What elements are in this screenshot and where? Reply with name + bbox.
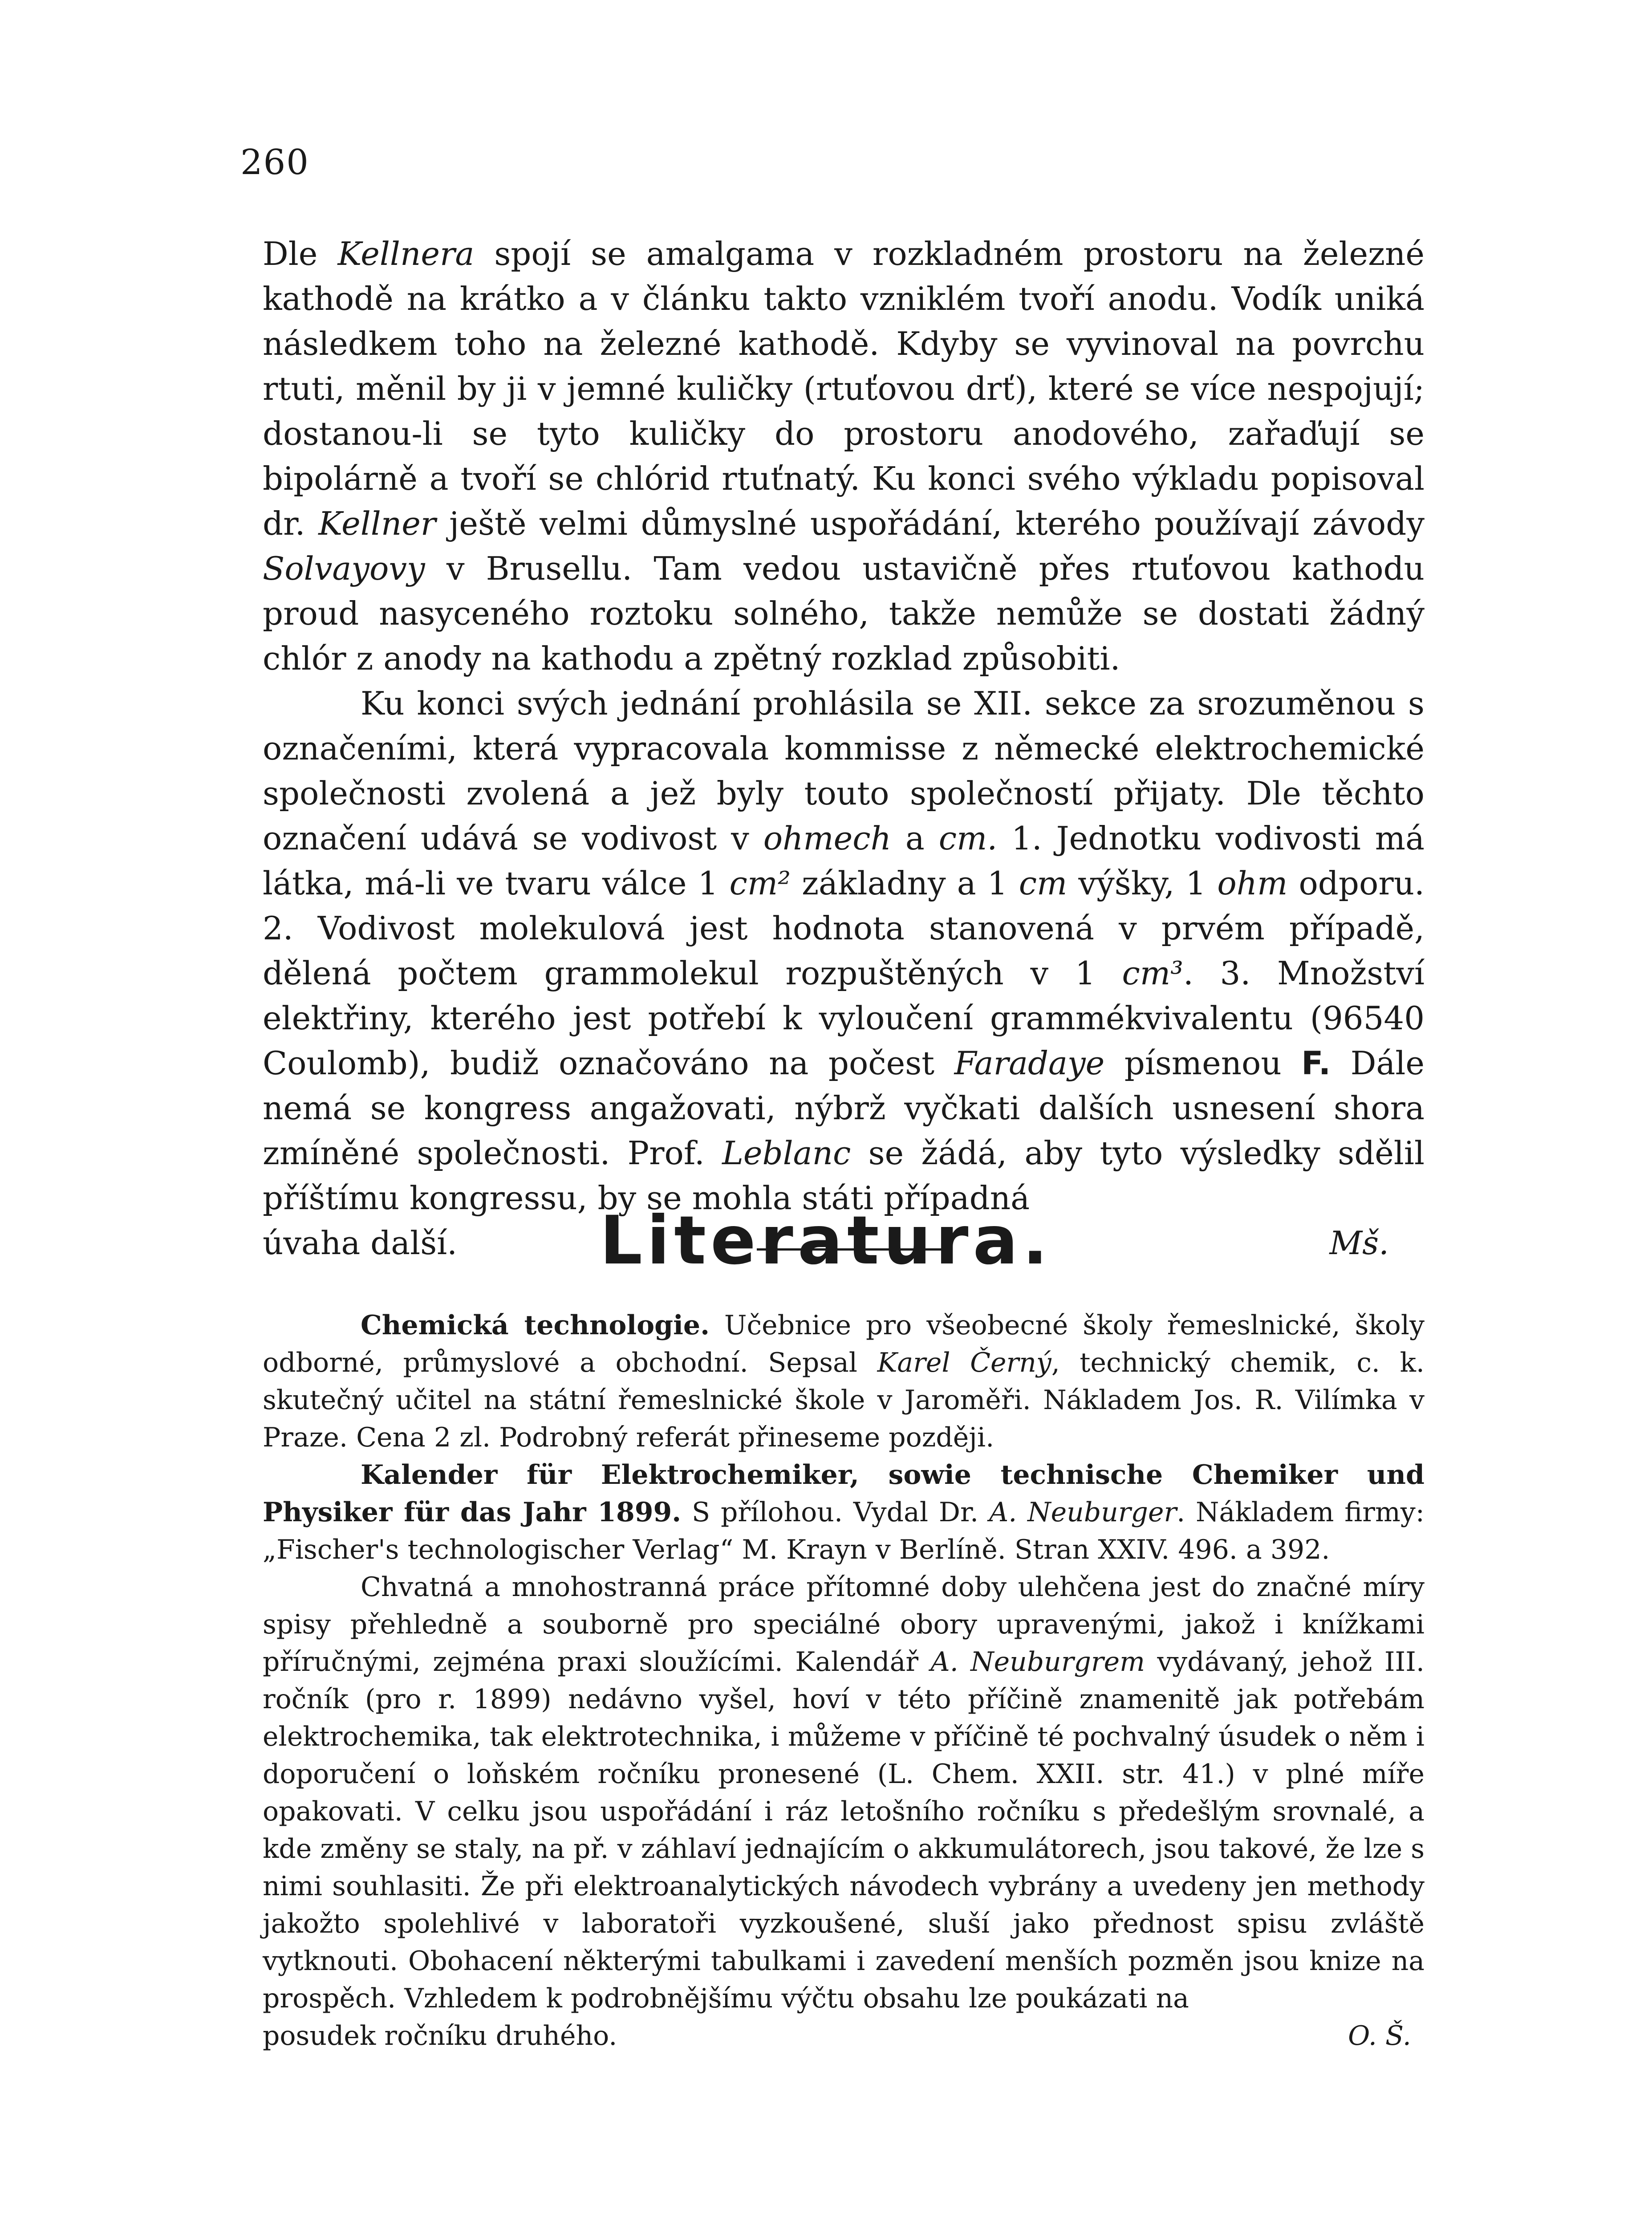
name-leblanc: Leblanc: [722, 1134, 851, 1172]
text-run: Ku konci svých jednání prohlásila se XII. sekce za srozuměnou s označeními, která vypracovala kommisse z německé elektrochemické společnosti zvolená a jež byly touto společností přijaty. Dle těchto označení udává se vodivost v: [263, 685, 1425, 857]
name-kellner: Kellner: [318, 505, 436, 542]
text-run: . 3. Množství elektřiny, kterého jest potřebí k vyloučení grammékvivalentu (96540 Coulomb), budiž označováno na počest: [263, 955, 1425, 1082]
unit-cm: cm: [1019, 865, 1068, 902]
text-run: výšky, 1: [1067, 865, 1218, 902]
text-run: , technický chemik, c. k. skutečný učitel na státní řemeslnické škole v Jaroměři. Nákladem Jos. R. Vilímka v Praze. Cena 2 zl. Podrobný referát přineseme později.: [263, 1347, 1425, 1453]
page-number: 260: [240, 142, 309, 183]
signature-row: [263, 2017, 1425, 2055]
unit-cm3: cm³: [1122, 955, 1183, 992]
literature-section: [263, 1307, 1425, 2055]
author-signature: Mš.: [1329, 1224, 1389, 1262]
closing-line: úvaha další.: [263, 1224, 458, 1262]
entry-editor: A. Neuburger: [989, 1497, 1177, 1528]
unit-ohm: ohm: [1217, 865, 1288, 902]
text-run: základny a 1: [790, 865, 1019, 902]
unit-cm: cm.: [938, 820, 998, 857]
literature-entry: [263, 1307, 1425, 1456]
text-run: Chvatná a mnohostranná práce přítomné doby ulehčena jest do značné míry spisy přehledně a souborně pro speciálné obory upravenými, jakož i knížkami příručnými, zejména praxi sloužícími. Kalendář: [263, 1572, 1425, 1678]
reviewer-signature: O. Š.: [1348, 2020, 1411, 2051]
entry-title: Chemická technologie.: [361, 1310, 710, 1341]
text-run: odporu. 2. Vodivost molekulová jest hodnota stanovená v prvém případě, dělená počtem grammolekul rozpuštěných v 1: [263, 865, 1425, 992]
article-body: [263, 232, 1425, 1266]
text-run: se žádá, aby tyto výsledky sdělil příštímu kongressu, by se mohla státi případná: [263, 1134, 1425, 1217]
text-run: písmenou: [1104, 1044, 1302, 1082]
text-run: Dále nemá se kongress angažovati, nýbrž vyčkati dalších usnesení shora zmíněné společnosti. Prof.: [263, 1044, 1425, 1172]
unit-cm2: cm²: [729, 865, 791, 902]
entry-title: Kalender für Elektrochemiker, sowie technische Chemiker und Physiker für das Jahr 1899.: [263, 1459, 1425, 1528]
text-run: Učebnice pro všeobecné školy řemeslnické, školy odborné, průmyslové a obchodní. Sepsal: [263, 1310, 1425, 1378]
letter-f: F.: [1301, 1044, 1331, 1082]
review-paragraph: [263, 1568, 1425, 2017]
text-run: Dle: [263, 235, 338, 272]
entry-author: Karel Černý: [877, 1347, 1051, 1378]
text-run: a: [891, 820, 939, 857]
name-faradaye: Faradaye: [954, 1044, 1105, 1082]
name-neuburgrem: A. Neuburgrem: [930, 1646, 1145, 1678]
text-run: spojí se amalgama v rozkladném prostoru na železné kathodě na krátko a v článku takto vzniklém tvoří anodu. Vodík uniká následkem toho na železné kathodě. Kdyby se vyvinoval na povrchu rtuti, měnil by ji v jemné kuličky (rtuťovou drť), které se více nespojují; dostanou-li se tyto kuličky do prostoru anodového, zařaďují se bipolárně a tvoří se chlórid rtuťnatý. Ku konci svého výkladu popisoval dr.: [263, 235, 1425, 542]
text-run: ještě velmi důmyslné uspořádání, kterého používají závody: [436, 505, 1425, 542]
literature-entry: [263, 1456, 1425, 1568]
text-run: . Nákladem firmy: „Fischer's technologischer Verlag“ M. Krayn v Berlíně. Stran XXIV. 496. a 392.: [263, 1497, 1425, 1565]
unit-ohmech: ohmech: [763, 820, 891, 857]
closing-line: posudek ročníku druhého.: [263, 2020, 617, 2051]
name-kellnera: Kellnera: [337, 235, 475, 272]
paragraph: [263, 232, 1425, 681]
section-title: Literatura.: [600, 1202, 1052, 1280]
name-solvayovy: Solvayovy: [263, 550, 425, 587]
text-run: S přílohou. Vydal Dr.: [681, 1497, 989, 1528]
text-run: 1. Jednotku vodivosti má látka, má-li ve tvaru válce 1: [263, 820, 1425, 902]
text-run: vydávaný, jehož III. ročník (pro r. 1899) nedávno vyšel, hoví v této příčině znamenitě jak potřebám elektrochemika, tak elektrotechnika, i můžeme v příčině té pochvalný úsudek o něm i doporučení o loňském ročníku pronesené (L. Chem. XXII. str. 41.) v plné míře opakovati. V celku jsou uspořádání i ráz letošního ročníku s předešlým srovnalé, a kde změny se staly, na př. v záhlaví jednajícím o akkumulátorech, jsou takové, že lze s nimi souhlasiti. Že při elektroanalytických návodech vybrány a uvedeny jen methody jakožto spolehlivé v laboratoři vyzkoušené, sluší jako přednost spisu zvláště vytknouti. Obohacení některými tabulkami i zavedení menších pozměn jsou knize na prospěch. Vzhledem k podrobnějšímu výčtu obsahu lze poukázati na: [263, 1646, 1425, 2014]
paragraph: [263, 681, 1425, 1221]
text-run: v Brusellu. Tam vedou ustavičně přes rtuťovou kathodu proud nasyceného roztoku solného, takže nemůže se dostati žádný chlór z anody na kathodu a zpětný rozklad způsobiti.: [263, 550, 1425, 677]
